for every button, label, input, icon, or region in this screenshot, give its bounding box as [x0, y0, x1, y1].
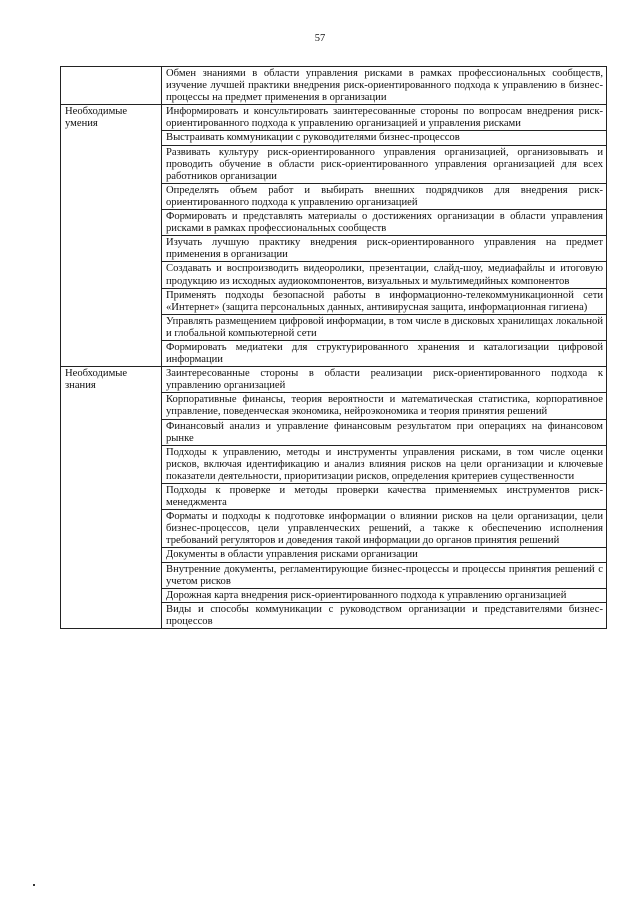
table-row — [61, 367, 607, 393]
table-cell: Изучать лучшую практику внедрения риск-ориентированного управления на предмет применения в организации — [162, 236, 607, 262]
table-cell: Информировать и консультировать заинтересованные стороны по вопросам внедрения риск-ориентированного подхода к управлению организацией и управления рисками — [162, 105, 607, 131]
table-cell: Формировать и представлять материалы о достижениях организации в области управления рисками в рамках профессиональных сообществ — [162, 210, 607, 236]
table-cell: Создавать и воспроизводить видеоролики, презентации, слайд-шоу, медиафайлы и итоговую продукцию из исходных аудиокомпонентов, визуальных и мультимедийных компонентов — [162, 262, 607, 288]
table-cell: Финансовый анализ и управление финансовым результатом при операциях на финансовом рынке — [162, 419, 607, 445]
table-cell: Развивать культуру риск-ориентированного управления организацией, организовывать и проводить обучение в области риск-ориентированного управления организацией для всех работников организации — [162, 145, 607, 183]
table-cell: Подходы к проверке и методы проверки качества применяемых инструментов риск-менеджмента — [162, 484, 607, 510]
table-row — [61, 67, 607, 105]
scan-speck — [33, 884, 35, 886]
qualification-table — [60, 66, 607, 629]
row-label-knowledge: Необходимые знания — [61, 367, 162, 629]
row-label-skills: Необходимые умения — [61, 105, 162, 367]
row-label-empty — [61, 67, 162, 105]
table-cell: Внутренние документы, регламентирующие бизнес-процессы и процессы принятия решений с учетом рисков — [162, 562, 607, 588]
table-row — [61, 105, 607, 131]
table-cell: Подходы к управлению, методы и инструменты управления рисками, в том числе оценки рисков, включая идентификацию и анализ влияния рисков на цели организации и ключевые показатели деятельности, приоритизации рисков, определения критериев существенности — [162, 445, 607, 483]
table-cell: Применять подходы безопасной работы в информационно-телекоммуникационной сети «Интернет» (защита персональных данных, антивирусная защита, информационная гигиена) — [162, 288, 607, 314]
table-cell: Документы в области управления рисками организации — [162, 548, 607, 562]
table-cell: Формировать медиатеки для структурированного хранения и каталогизации цифровой информации — [162, 340, 607, 366]
table-cell: Дорожная карта внедрения риск-ориентированного подхода к управлению организацией — [162, 588, 607, 602]
page-number: 57 — [314, 33, 326, 44]
table-cell: Управлять размещением цифровой информации, в том числе в дисковых хранилищах локальной и глобальной компьютерной сети — [162, 314, 607, 340]
table-cell: Корпоративные финансы, теория вероятности и математическая статистика, корпоративное управление, поведенческая экономика, нейроэкономика и теория принятия решений — [162, 393, 607, 419]
table-cell: Форматы и подходы к подготовке информации о влиянии рисков на цели организации, цели бизнес-процессов, цели управленческих решений, а также к обеспечению исполнения требований регуляторов и доведения такой информации до органов принятия решений — [162, 510, 607, 548]
table-cell: Определять объем работ и выбирать внешних подрядчиков для внедрения риск-ориентированного подхода к управлению организацией — [162, 183, 607, 209]
table-cell: Заинтересованные стороны в области реализации риск-ориентированного подхода к управлению организацией — [162, 367, 607, 393]
table-cell: Выстраивать коммуникации с руководителями бизнес-процессов — [162, 131, 607, 145]
table-cell: Виды и способы коммуникации с руководством организации и представителями бизнес-процессов — [162, 602, 607, 628]
table-cell: Обмен знаниями в области управления рисками в рамках профессиональных сообществ, изучение лучшей практики внедрения риск-ориентированного подхода к управлению в бизнес-процессы на предмет применения в организации — [162, 67, 607, 105]
